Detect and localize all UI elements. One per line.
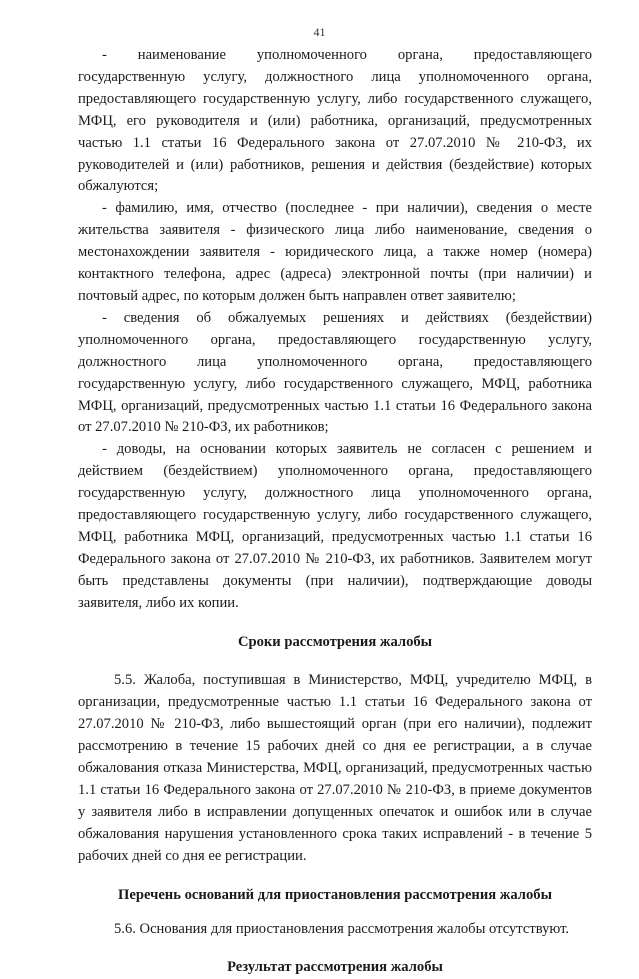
heading-review-terms: Сроки рассмотрения жалобы: [237, 633, 433, 650]
paragraph-5-5: 5.5. Жалоба, поступившая в Министерство, МФЦ, учредителю МФЦ, в организации, предусмотренные частью 1.1 статьи 16 Федерального закона от 27.07.2010 № 210-ФЗ, либо вышестоящий орган (при его наличии), подлежит рассмотрению в течение 15 рабочих дней со дня ее регистрации, а в случае обжалования отказа Министерства, МФЦ, организаций, предусмотренных частью 1.1 статьи 16 Федерального закона от 27.07.2010 № 210-ФЗ, в приеме документов у заявителя либо в исправлении допущенных опечаток и ошибок или в случае обжалования нарушения установленного срока таких исправлений - в течение 5 рабочих дней со дня ее регистрации.: [78, 672, 592, 864]
paragraph-5-6: 5.6. Основания для приостановления рассмотрения жалобы отсутствуют.: [114, 920, 570, 937]
heading-review-result: Результат рассмотрения жалобы: [227, 959, 443, 976]
page-number: 41: [313, 25, 326, 39]
paragraph-arguments: - доводы, на основании которых заявитель не согласен с решением и действием (бездействием) уполномоченного органа, предоставляющего государственную услугу, должностного лица уполномоченного органа, предоставляющего государственную услугу, либо государственного служащего, МФЦ, работника МФЦ, организаций, предусмотренных частью 1.1 статьи 16 Федерального закона от 27.07.2010 № 210-ФЗ, их работников. Заявителем могут быть представлены документы (при наличии), подтверждающие доводы заявителя, либо их копии.: [78, 441, 592, 611]
paragraph-authority-name: - наименование уполномоченного органа, предоставляющего государственную услугу, должностного лица уполномоченного органа, предоставляющего государственную услугу, либо государственного служащего, МФЦ, его руководителя и (или) работника, организаций, предусмотренных частью 1.1 статьи 16 Федерального закона от 27.07.2010 № 210-ФЗ, их руководителей и (или) работников, решения и действия (бездействие) которых обжалуются;: [78, 47, 592, 195]
document-body: [78, 45, 592, 979]
paragraph-appealed-decisions: - сведения об обжалуемых решениях и действиях (бездействии) уполномоченного органа, предоставляющего государственную услугу, должностного лица уполномоченного органа, предоставляющего государственную услугу, либо государственного служащего, МФЦ, работника МФЦ, организаций, предусмотренных частью 1.1 статьи 16 Федерального закона от 27.07.2010 № 210-ФЗ, их работников;: [78, 309, 592, 436]
heading-suspension-grounds: Перечень оснований для приостановления рассмотрения жалобы: [118, 886, 552, 903]
paragraph-applicant-info: - фамилию, имя, отчество (последнее - при наличии), сведения о месте жительства заявителя - физического лица либо наименование, сведения о местонахождении заявителя - юридического лица, а также номер (номера) контактного телефона, адрес (адреса) электронной почты (при наличии) и почтовый адрес, по которым должен быть направлен ответ заявителю;: [78, 200, 592, 304]
